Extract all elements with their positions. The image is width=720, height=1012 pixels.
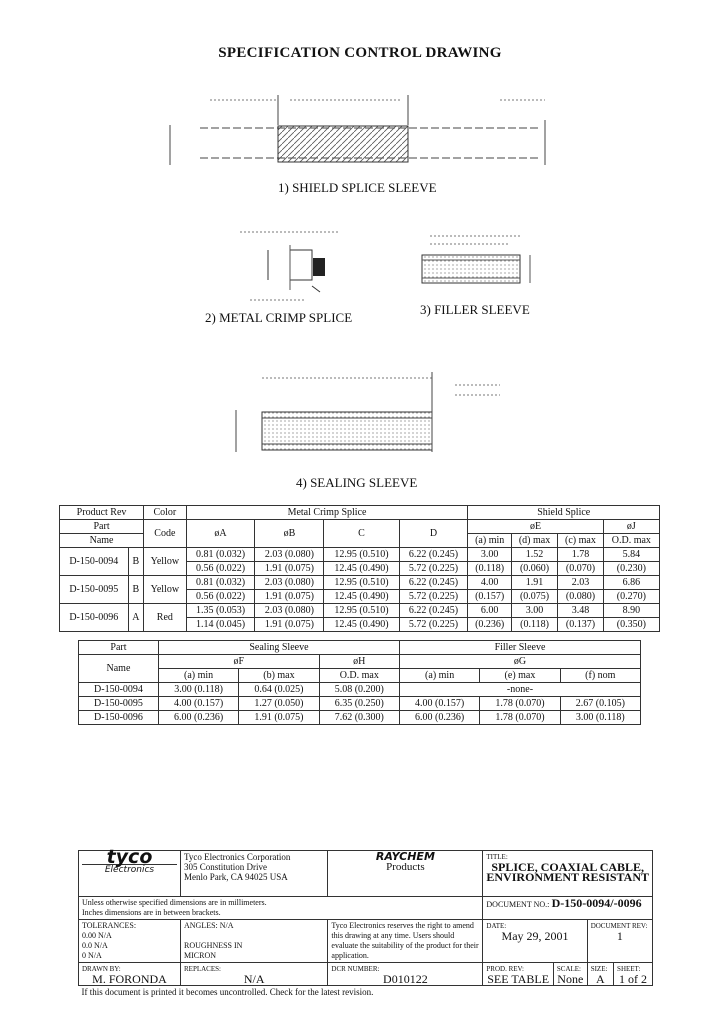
dcr-label: DCR NUMBER: [331, 965, 380, 973]
part-number: D-150-0094 [60, 548, 129, 576]
table-cell: 1.35 (0.053) [186, 604, 255, 618]
table-cell: (0.236) [468, 618, 511, 632]
note-line: Inches dimensions are in between brackets. [82, 908, 221, 917]
product-rev: A [128, 604, 144, 632]
drawn-cell [79, 963, 181, 986]
table-cell: 2.03 (0.080) [255, 548, 324, 562]
table-cell: 0.56 (0.022) [186, 590, 255, 604]
table-row [79, 711, 641, 725]
scale-cell [553, 963, 587, 986]
table-cell: 6.22 (0.245) [399, 604, 468, 618]
size-value: A [596, 972, 605, 986]
table-cell: 12.95 (0.510) [324, 604, 399, 618]
dcr-cell [328, 963, 483, 986]
address [181, 851, 328, 897]
table-cell: 12.45 (0.490) [324, 590, 399, 604]
table-cell: 0.56 (0.022) [186, 562, 255, 576]
table-cell: 6.35 (0.250) [319, 697, 399, 711]
table-cell: 5.84 [603, 548, 659, 562]
table-header: C [324, 520, 399, 548]
table-cell: 6.22 (0.245) [399, 548, 468, 562]
table-row [79, 697, 641, 711]
scale-value: None [557, 972, 584, 986]
metal-crimp-drawing [240, 232, 340, 300]
product-rev: B [128, 576, 144, 604]
color-code: Red [144, 604, 187, 632]
table-cell: 0.81 (0.032) [186, 548, 255, 562]
part-number: D-150-0094 [79, 683, 159, 697]
units-note [79, 897, 483, 920]
color-code: Yellow [144, 548, 187, 576]
sealing-sleeve-drawing [236, 372, 500, 452]
table-cell: 6.22 (0.245) [399, 576, 468, 590]
color-code: Yellow [144, 576, 187, 604]
part-number: D-150-0095 [60, 576, 129, 604]
table-cell: 6.00 (0.236) [399, 711, 479, 725]
table-cell: 1.78 [558, 548, 604, 562]
table-cell: (0.137) [558, 618, 604, 632]
table-header: (e) max [480, 669, 560, 683]
fig4-caption: 4) SEALING SLEEVE [296, 475, 418, 490]
tolerances [79, 920, 181, 963]
table-row [60, 576, 660, 590]
table-cell: (0.157) [468, 590, 511, 604]
table-cell: (0.350) [603, 618, 659, 632]
table-header: Name [79, 655, 159, 683]
table-header: øB [255, 520, 324, 548]
table-cell: 6.86 [603, 576, 659, 590]
rough-label: ROUGHNESS IN [184, 941, 243, 950]
prodrev-cell [483, 963, 554, 986]
fig1-caption: 1) SHIELD SPLICE SLEEVE [278, 180, 437, 195]
table-cell: 1.78 (0.070) [480, 711, 560, 725]
table-cell: 2.03 (0.080) [255, 604, 324, 618]
table-header: øH [319, 655, 399, 669]
size-cell [587, 963, 613, 986]
table-cell: 12.95 (0.510) [324, 548, 399, 562]
table-cell: 0.64 (0.025) [239, 683, 319, 697]
table-header: øJ [603, 520, 659, 534]
table-cell: 7.62 (0.300) [319, 711, 399, 725]
tol-line: 0.0 N/A [82, 941, 108, 950]
note-line: Unless otherwise specified dimensions are in millimeters. [82, 898, 267, 907]
addr-line: Tyco Electronics Corporation [184, 852, 291, 862]
table-header: (a) min [158, 669, 238, 683]
table-cell: (0.080) [558, 590, 604, 604]
table-cell: 12.45 (0.490) [324, 618, 399, 632]
table-cell: 12.95 (0.510) [324, 576, 399, 590]
part-number: D-150-0096 [60, 604, 129, 632]
doc-title-2: ENVIRONMENT RESISTANT [486, 870, 649, 884]
logo-sub: Electronics [82, 864, 177, 875]
date-cell [483, 920, 587, 963]
part-number: D-150-0096 [79, 711, 159, 725]
tol-label: TOLERANCES: [82, 921, 137, 930]
rev-label: DOCUMENT REV: [590, 922, 648, 930]
table-cell: 4.00 (0.157) [399, 697, 479, 711]
table-cell: 5.72 (0.225) [399, 562, 468, 576]
table-header: Metal Crimp Splice [186, 506, 468, 520]
table-header: (b) max [239, 669, 319, 683]
table-header: Part [79, 641, 159, 655]
table-cell: 1.78 (0.070) [480, 697, 560, 711]
table-cell: (0.118) [468, 562, 511, 576]
filler-none: -none- [399, 683, 640, 697]
table-cell: 3.00 [511, 604, 557, 618]
table-cell: 3.00 [468, 548, 511, 562]
page-title: SPECIFICATION CONTROL DRAWING [218, 45, 502, 61]
scale-label: SCALE: [556, 965, 582, 973]
raychem-logo: RAYCHEM [375, 850, 435, 863]
table-cell: 5.72 (0.225) [399, 618, 468, 632]
metal-crimp-shield-table [59, 505, 660, 632]
title-cell [483, 851, 653, 897]
sealing-filler-table [78, 640, 641, 725]
table-header: øE [468, 520, 603, 534]
table-header: (f) nom [560, 669, 640, 683]
table-cell: 1.91 [511, 576, 557, 590]
table-row [79, 683, 641, 697]
table-cell: 2.67 (0.105) [560, 697, 640, 711]
tol-line: 0.00 N/A [82, 931, 112, 940]
drawn-value: M. FORONDA [92, 972, 167, 986]
table-cell: 5.08 (0.200) [319, 683, 399, 697]
table-cell: 8.90 [603, 604, 659, 618]
product-rev: B [128, 548, 144, 576]
title-block [78, 846, 653, 998]
fig2-caption: 2) METAL CRIMP SPLICE [205, 310, 353, 325]
table-header: (a) min [399, 669, 479, 683]
table-header: Filler Sleeve [399, 641, 640, 655]
addr-line: Menlo Park, CA 94025 USA [184, 872, 288, 882]
disclaimer: Tyco Electronics reserves the right to amend this drawing at any time. Users should evaluate the suitability of the product for their application. [328, 920, 483, 963]
sheet-value: 1 of 2 [619, 972, 648, 986]
addr-line: 305 Constitution Drive [184, 862, 267, 872]
prodrev-value: SEE TABLE [487, 972, 550, 986]
title-label: TITLE: [486, 853, 508, 861]
doc-number: D-150-0094/-0096 [551, 896, 642, 910]
table-cell: 6.00 [468, 604, 511, 618]
table-cell: (0.075) [511, 590, 557, 604]
table-cell: 1.91 (0.075) [255, 618, 324, 632]
date-value: May 29, 2001 [501, 929, 569, 943]
table-header: Code [144, 520, 187, 548]
replaces-label: REPLACES: [184, 965, 221, 973]
table-cell: 1.14 (0.045) [186, 618, 255, 632]
table-cell: 4.00 [468, 576, 511, 590]
brand [328, 851, 483, 897]
table-header: (c) max [558, 534, 604, 548]
table-row [60, 548, 660, 562]
drawn-label: DRAWN BY: [82, 965, 121, 973]
micron-label: MICRON [184, 951, 217, 960]
table-header: øA [186, 520, 255, 548]
footer-note: If this document is printed it becomes uncontrolled. Check for the latest revision. [81, 987, 374, 997]
table-cell: 5.72 (0.225) [399, 590, 468, 604]
table-cell: (0.230) [603, 562, 659, 576]
rev-cell [587, 920, 652, 963]
table-cell: (0.070) [558, 562, 604, 576]
table-cell: 3.00 (0.118) [158, 683, 238, 697]
table-cell: 4.00 (0.157) [158, 697, 238, 711]
date-label: DATE: [486, 922, 507, 930]
sheet-cell [614, 963, 653, 986]
table-header: Color [144, 506, 187, 520]
table-cell: 1.91 (0.075) [255, 562, 324, 576]
brand-sub: Products [386, 861, 425, 873]
table-cell: 1.52 [511, 548, 557, 562]
table-header: O.D. max [603, 534, 659, 548]
part-number: D-150-0095 [79, 697, 159, 711]
table-header: Part [60, 520, 144, 534]
fig3-caption: 3) FILLER SLEEVE [420, 302, 530, 317]
table-cell: 12.45 (0.490) [324, 562, 399, 576]
table-cell: 2.03 [558, 576, 604, 590]
docno-label: DOCUMENT NO.: [486, 900, 550, 909]
table-cell: 3.48 [558, 604, 604, 618]
table-header: øG [399, 655, 640, 669]
prodrev-label: PROD. REV: [486, 965, 524, 973]
replaces-cell [181, 963, 328, 986]
docno-cell [483, 897, 653, 920]
table-header: Name [60, 534, 144, 548]
filler-sleeve-drawing [422, 236, 530, 283]
size-label: SIZE: [590, 965, 608, 973]
angles [181, 920, 328, 963]
table-cell: 3.00 (0.118) [560, 711, 640, 725]
dcr-value: D010122 [383, 972, 428, 986]
table-cell: 0.81 (0.032) [186, 576, 255, 590]
table-header: Product Rev [60, 506, 144, 520]
table-cell: (0.118) [511, 618, 557, 632]
table-cell: 2.03 (0.080) [255, 576, 324, 590]
table-cell: 1.91 (0.075) [239, 711, 319, 725]
angles-label: ANGLES: N/A [184, 921, 234, 930]
table-cell: 1.27 (0.050) [239, 697, 319, 711]
sheet-label: SHEET: [617, 965, 641, 973]
table-header: Shield Splice [468, 506, 660, 520]
table-header: (d) max [511, 534, 557, 548]
table-cell: (0.270) [603, 590, 659, 604]
logo [79, 846, 181, 897]
table-header: (a) min [468, 534, 511, 548]
table-cell: 6.00 (0.236) [158, 711, 238, 725]
table-cell: (0.060) [511, 562, 557, 576]
tol-line: 0 N/A [82, 951, 102, 960]
rev-value: 1 [616, 929, 623, 943]
table-header: Sealing Sleeve [158, 641, 399, 655]
table-header: D [399, 520, 468, 548]
doc-title-1: SPLICE, COAXIAL CABLE, [491, 860, 645, 874]
table-header: øF [158, 655, 319, 669]
tyco-logo: tyco [106, 846, 153, 868]
table-row [60, 604, 660, 618]
table-cell: 1.91 (0.075) [255, 590, 324, 604]
replaces-value: N/A [243, 972, 265, 986]
table-header: O.D. max [319, 669, 399, 683]
drawings [0, 0, 720, 500]
shield-splice-drawing [170, 95, 545, 165]
